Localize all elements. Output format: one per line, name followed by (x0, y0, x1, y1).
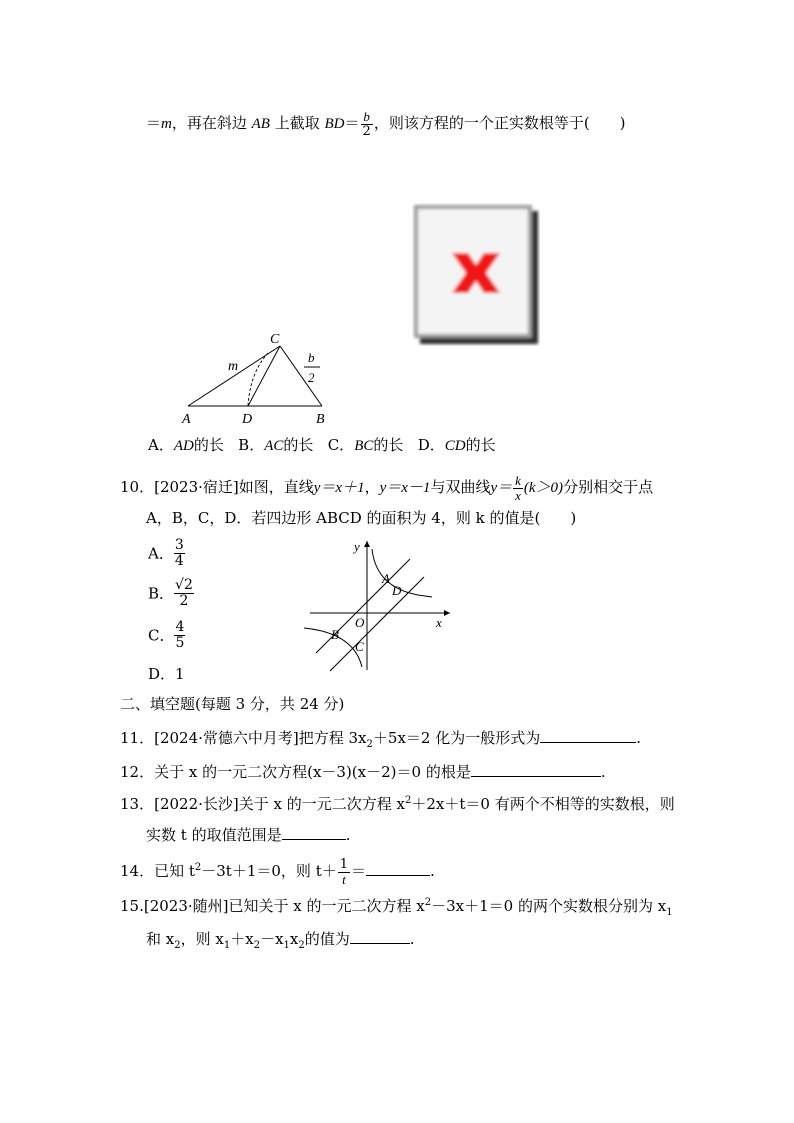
q15-source: [2023·随州] (143, 897, 229, 915)
q13-source: [2022·长沙] (154, 795, 239, 813)
q13-number: 13． (120, 795, 155, 813)
q10-number: 10． (120, 478, 155, 497)
q9-stem-line (146, 110, 626, 138)
label-a: A (182, 412, 191, 427)
q10-stem-line1: 10．[2023·宿迁]如图，直线y＝x＋1，y＝x－1与双曲线y＝ $\frac{k}{x}$ (k＞0)分别相交于点 (120, 473, 654, 503)
q9-option-c[interactable]: C．BC的长 (327, 436, 404, 454)
q10-source: [2023·宿迁] (154, 478, 239, 497)
q9-var-ab: AB (251, 116, 270, 133)
label-b: B (316, 412, 325, 427)
q11-source: [2024·常德六中月考] (154, 729, 299, 747)
q12-line: 12．关于 x 的一元二次方程(x－3)(x－2)＝0 的根是 . (120, 763, 606, 781)
q15-answer-blank[interactable] (350, 929, 410, 944)
segment-cd (248, 346, 280, 406)
q15-line2: 和 $x_2$，则 $x_1+x_2-x_1x_2$的值为 . (146, 930, 415, 951)
point-label-b: B (331, 627, 339, 642)
q13-line1: 13．[2022·长沙]关于 x 的一元二次方程 $x^2+2x+t=0$ 有两个不相等的实数根，则 (120, 795, 675, 813)
q15-number: 15. (120, 897, 144, 915)
q10-option-c[interactable]: C． $\frac{4}{5}$ (148, 619, 185, 652)
q10-stem-line2: A，B，C，D．若四边形 ABCD 的面积为 4，则 k 的值是( ) (146, 509, 577, 527)
q10-eq3: y＝ (490, 480, 513, 497)
q12-number: 12． (120, 763, 155, 781)
broken-image-icon (412, 203, 540, 346)
q10-option-d[interactable]: D．1 (148, 665, 185, 683)
q9-text: ＝ (146, 114, 162, 133)
section-heading-fill-blank: 二、填空题(每题 3 分，共 24 分) (120, 695, 345, 713)
x-axis-arrow (444, 610, 450, 616)
q15-line1: 15.[2023·随州]已知关于 x 的一元二次方程 $x^2-3x+1=0$ 的两个实数根分别为 $x_1$ (120, 897, 673, 918)
q9-option-a[interactable]: A．AD的长 (148, 436, 224, 454)
q9-option-b[interactable]: B．AC的长 (238, 436, 314, 454)
segment-bc (280, 346, 322, 406)
q11-answer-blank[interactable] (540, 728, 636, 743)
q9-var-bd: BD (324, 116, 345, 133)
q9-text: ＝ (344, 114, 360, 133)
q13-line2: 实数 t 的取值范围是 . (146, 826, 351, 844)
hyperbola-branch-1 (372, 549, 432, 597)
label-m: m (228, 359, 239, 374)
q14-answer-blank[interactable] (366, 861, 430, 876)
q9-text: ，再在斜边 (171, 114, 252, 133)
axis-label-x: x (436, 615, 442, 630)
q12-answer-blank[interactable] (471, 762, 601, 777)
q9-text: ，则该方程的一个正实数根等于( ) (373, 114, 626, 133)
point-label-a: A (382, 571, 390, 586)
q13-answer-blank[interactable] (282, 825, 346, 840)
point-label-c: C (355, 639, 364, 654)
q10-graph (300, 535, 460, 675)
q11-number: 11． (120, 729, 155, 747)
q14-number: 14． (120, 862, 155, 881)
y-axis-arrow (364, 541, 370, 547)
point-label-d: D (392, 583, 402, 598)
q10-option-b[interactable]: B． $\frac{√2}{2}$ (148, 577, 193, 610)
q9-var-m: m (161, 116, 172, 133)
label-b-num: b (308, 350, 315, 365)
q9-text: 上截取 (269, 114, 325, 133)
q11-line: 11．[2024·常德六中月考]把方程 $3x_2+5x=2$ 化为一般形式为 . (120, 729, 642, 750)
arc-dashed (248, 353, 268, 406)
q10-option-a[interactable]: A． $\frac{3}{4}$ (148, 537, 184, 570)
q10-fraction: $\frac{k}{x}$ (515, 473, 521, 503)
q10-eq2: y＝x－1 (379, 480, 431, 497)
label-d: D (242, 412, 253, 427)
label-b-den: 2 (308, 370, 315, 385)
q10-cond: (k＞0) (523, 480, 564, 497)
q9-options (148, 438, 496, 454)
q14-fraction: $\frac{1}{t}$ (339, 857, 349, 887)
q9-triangle-figure (180, 328, 340, 428)
broken-image-placeholder (412, 203, 540, 346)
label-c: C (270, 332, 280, 347)
line-y-x-minus-1 (330, 577, 424, 671)
q10-eq1: y＝x＋1 (313, 480, 365, 497)
axis-label-y: y (354, 539, 360, 554)
q9-fraction: $\frac{b}{2}$ (362, 109, 371, 139)
q9-option-d[interactable]: D．CD的长 (417, 436, 496, 454)
q14-line: 14．已知 $t^2-3t+1=0$，则 t＋ $\frac{1}{t}$ ＝ . (120, 857, 435, 887)
origin-label: O (355, 615, 365, 630)
